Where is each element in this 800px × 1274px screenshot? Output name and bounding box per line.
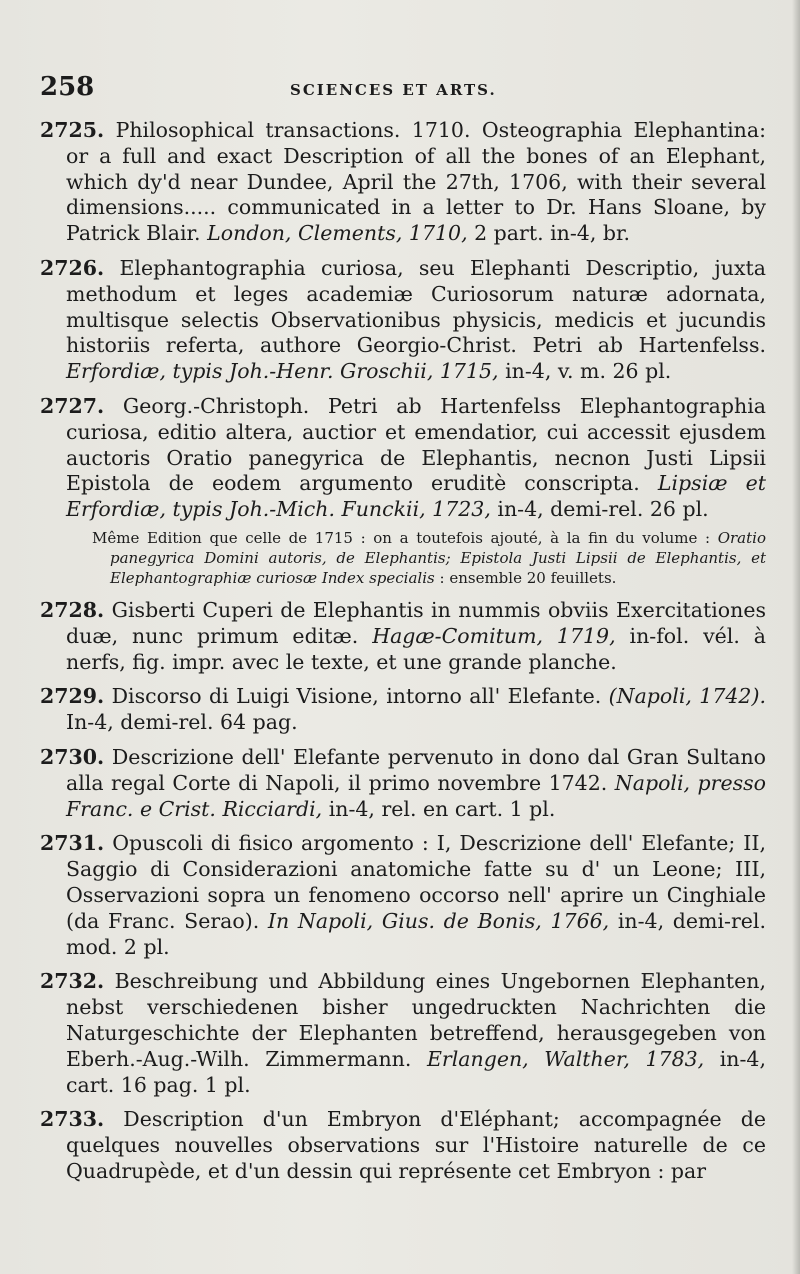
entry-2728 bbox=[40, 598, 766, 675]
entry-number: 2732. bbox=[40, 969, 105, 994]
entry-format: in-4, demi-rel. mod. 2 pl. bbox=[66, 908, 766, 959]
note-text: Même Edition que celle de 1715 : on a toutefois ajouté, à la fin du volume : bbox=[92, 528, 711, 547]
note-italic-text: Oratio panegyrica Domini autoris, de Elephantis; Epistola Justi Lipsii de Elephantis, et Elephantographiæ curiosæ Index specialis bbox=[110, 528, 766, 587]
entry-imprint: (Napoli, 1742). bbox=[608, 684, 766, 709]
entry-number: 2725. bbox=[40, 118, 105, 142]
entry-imprint: Erlangen, Walther, 1783, bbox=[426, 1046, 705, 1071]
entry-2726 bbox=[40, 256, 766, 385]
entry-text: Gisberti Cuperi de Elephantis in nummis obviis Exercitationes duæ, nunc primum editæ. bbox=[66, 597, 766, 648]
entry-2727 bbox=[40, 394, 766, 523]
entry-2731 bbox=[40, 831, 766, 960]
entry-format: in-4, rel. en cart. 1 pl. bbox=[328, 796, 556, 821]
entry-number: 2733. bbox=[40, 1107, 105, 1132]
entry-format: in-4, v. m. 26 pl. bbox=[505, 359, 672, 384]
entry-text: Philosophical transactions. 1710. Osteographia Elephantina: or a full and exact Description of all the bones of an Elephant, which dy'd near Dundee, April the 27th, 1706, with their several dimensions..... communicated in a letter to Dr. Hans Sloane, by Patrick Blair. bbox=[66, 118, 766, 246]
entry-format: in-4, demi-rel. 26 pl. bbox=[497, 497, 709, 522]
page-header bbox=[40, 72, 766, 112]
entry-imprint: Lipsiæ et Erfordiæ, typis Joh.-Mich. Funckii, 1723, bbox=[66, 471, 766, 522]
entry-2727-note bbox=[66, 528, 766, 588]
entry-number: 2728. bbox=[40, 597, 105, 622]
entry-number: 2730. bbox=[40, 744, 105, 769]
entry-format: 2 part. in-4, br. bbox=[474, 221, 631, 246]
entry-2732 bbox=[40, 969, 766, 1098]
entry-text: Elephantographia curiosa, seu Elephanti Descriptio, juxta methodum et leges academiæ Curiosorum naturæ adornata, multisque selectis Observationibus physicis, medicis et jucundis historiis referta, authore Georgio-Christ. Petri ab Hartenfelss. bbox=[66, 255, 766, 358]
entry-format: in-4, cart. 16 pag. 1 pl. bbox=[66, 1046, 766, 1097]
entry-text: Opuscoli di fisico argomento : I, Descrizione dell' Elefante; II, Saggio di Considerazioni anatomiche fatte su d' un Leone; III, Osservazioni sopra un fenomeno occorso nell' aprire un Cinghiale (da Franc. Serao). bbox=[66, 831, 766, 933]
note-tail: : ensemble 20 feuillets. bbox=[439, 568, 617, 587]
entry-format: in-fol. vél. à nerfs, fig. impr. avec le texte, et une grande planche. bbox=[66, 623, 766, 674]
page-edge-shadow bbox=[792, 0, 800, 1274]
entry-number: 2726. bbox=[40, 255, 105, 280]
entry-number: 2727. bbox=[40, 393, 105, 418]
entry-text: Descrizione dell' Elefante pervenuto in dono dal Gran Sultano alla regal Corte di Napoli, il primo novembre 1742. bbox=[66, 744, 766, 795]
entry-imprint: Hagæ-Comitum, 1719, bbox=[372, 623, 616, 648]
entry-imprint: In Napoli, Gius. de Bonis, 1766, bbox=[267, 908, 610, 933]
entry-2725 bbox=[40, 118, 766, 247]
running-title: SCIENCES ET ARTS. bbox=[290, 81, 497, 99]
entry-2733 bbox=[40, 1107, 766, 1184]
entry-text: Description d'un Embryon d'Eléphant; accompagnée de quelques nouvelles observations sur l'Histoire naturelle de ce Quadrupède, et d'un dessin qui représente cet Embryon : par bbox=[66, 1107, 766, 1183]
entry-2730 bbox=[40, 745, 766, 822]
entry-imprint: London, Clements, 1710, bbox=[207, 221, 468, 246]
entry-imprint: Napoli, presso Franc. e Crist. Ricciardi, bbox=[66, 770, 766, 821]
entry-format: In-4, demi-rel. 64 pag. bbox=[66, 710, 298, 735]
entry-text: Georg.-Christoph. Petri ab Hartenfelss Elephantographia curiosa, editio altera, auctior et emendatior, cui accessit ejusdem auctoris Oratio panegyrica de Elephantis, necnon Justi Lipsii Epistola de eodem argumento eruditè conscripta. bbox=[66, 393, 766, 496]
entry-text: Discorso di Luigi Visione, intorno all' Elefante. bbox=[111, 684, 602, 709]
entry-number: 2731. bbox=[40, 831, 105, 856]
page-number: 258 bbox=[40, 72, 95, 102]
entry-2729 bbox=[40, 684, 766, 736]
entry-text: Beschreibung und Abbildung eines Ungebornen Elephanten, nebst verschiedenen bisher ungedruckten Nachrichten die Naturgeschichte der Elephanten betreffend, herausgegeben von Eberh.-Aug.-Wilh. Zimmermann. bbox=[66, 969, 766, 1071]
entry-imprint: Erfordiæ, typis Joh.-Henr. Groschii, 1715, bbox=[66, 359, 499, 384]
entry-number: 2729. bbox=[40, 684, 105, 709]
